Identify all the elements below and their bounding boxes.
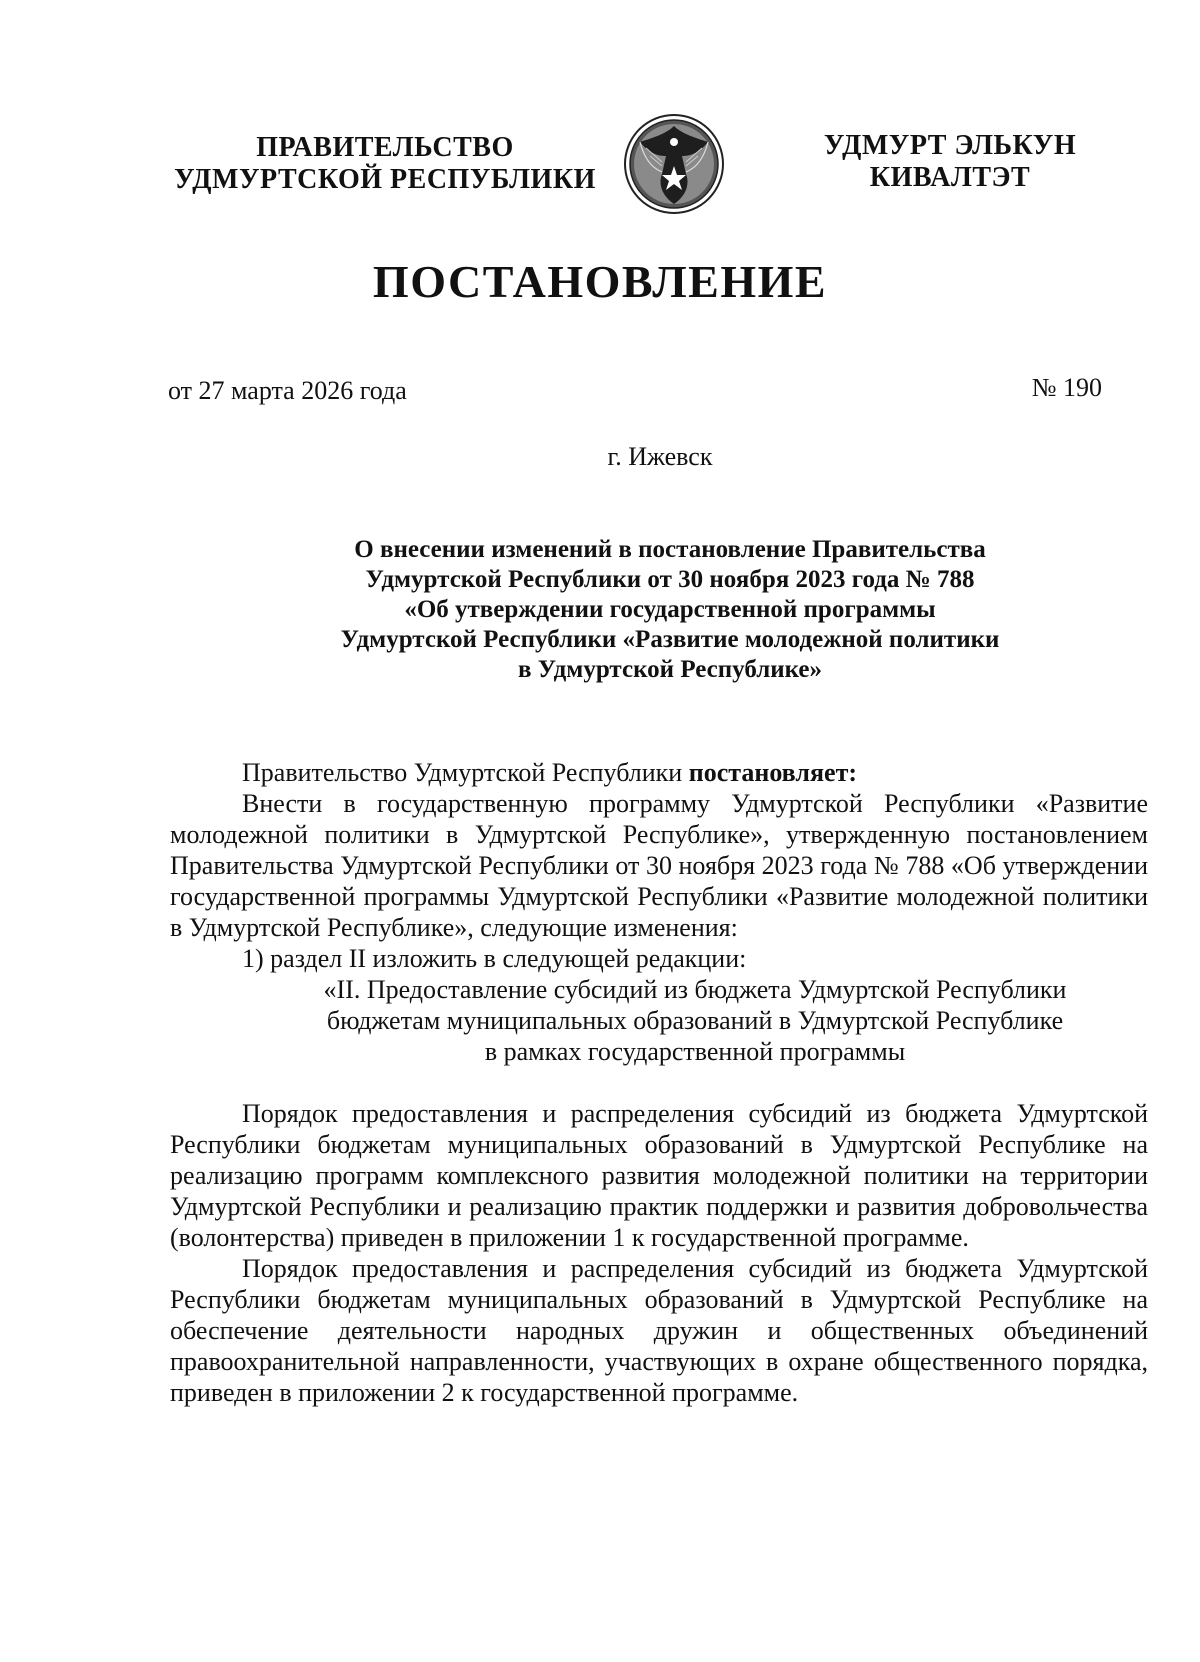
paragraph: Внести в государственную программу Удмуртской Республики «Развитие молодежной политики в Удмуртской Республике», утвержденную постановлением Правительства Удмуртской Республики от 30 ноября 2023 года № 788 «Об утверждении государственной программы Удмуртской Республики «Развитие молодежной политики в Удмуртской Республике», следующие изменения:	[170, 789, 1148, 942]
subject-line: «Об утверждении государственной программы	[404, 596, 936, 623]
document-city: г. Ижевск	[607, 442, 713, 471]
preamble	[170, 757, 1148, 788]
paragraph: Порядок предоставления и распределения субсидий из бюджета Удмуртской Республики бюджетам муниципальных образований в Удмуртской Республике на обеспечение деятельности народных дружин и общественных объединений правоохранительной направленности, участвующих в охране общественного порядка, приведен в приложении 2 к государственной программе.	[170, 1254, 1148, 1407]
header-russian	[170, 132, 600, 196]
document-body	[170, 757, 1148, 1408]
subject-line: О внесении изменений в постановление Правительства	[354, 536, 986, 563]
subject-line: Удмуртской Республики от 30 ноября 2023 года № 788	[365, 566, 975, 593]
section-heading-line: «II. Предоставление субсидий из бюджета Удмуртской Республики	[323, 975, 1067, 1004]
document-type-title: ПОСТАНОВЛЕНИЕ	[372, 256, 828, 307]
section-heading-line: в рамках государственной программы	[484, 1037, 906, 1066]
subject-line: в Удмуртской Республике»	[517, 656, 823, 683]
header-russian-line1: ПРАВИТЕЛЬСТВО	[256, 132, 514, 163]
paragraph: Порядок предоставления и распределения субсидий из бюджета Удмуртской Республики бюджетам муниципальных образований в Удмуртской Республике на реализацию программ комплексного развития молодежной политики на территории Удмуртской Республики и реализацию практик поддержки и развития добровольчества (волонтерства) приведен в приложении 1 к государственной программе.	[170, 1099, 1148, 1252]
header-udmurt-line1: УДМУРТ ЭЛЬКУН	[823, 130, 1077, 161]
subject-line: Удмуртской Республики «Развитие молодежной политики	[340, 626, 1000, 653]
document-date: от 27 марта 2026 года	[168, 376, 407, 405]
header-udmurt	[800, 130, 1100, 194]
list-item: 1) раздел II изложить в следующей редакции:	[242, 944, 747, 973]
coat-of-arms-icon	[622, 112, 726, 216]
document-subject	[240, 535, 1100, 685]
document-number: № 190	[1031, 373, 1102, 402]
section-heading-line: бюджетам муниципальных образований в Удмуртской Республике	[326, 1006, 1064, 1035]
header-russian-line2: УДМУРТСКОЙ РЕСПУБЛИКИ	[174, 164, 596, 195]
preamble-verb: постановляет:	[688, 758, 857, 787]
section-heading	[170, 974, 1148, 1067]
preamble-text: Правительство Удмуртской Республики	[242, 758, 689, 787]
header-udmurt-line2: КИВАЛТЭТ	[869, 162, 1031, 193]
